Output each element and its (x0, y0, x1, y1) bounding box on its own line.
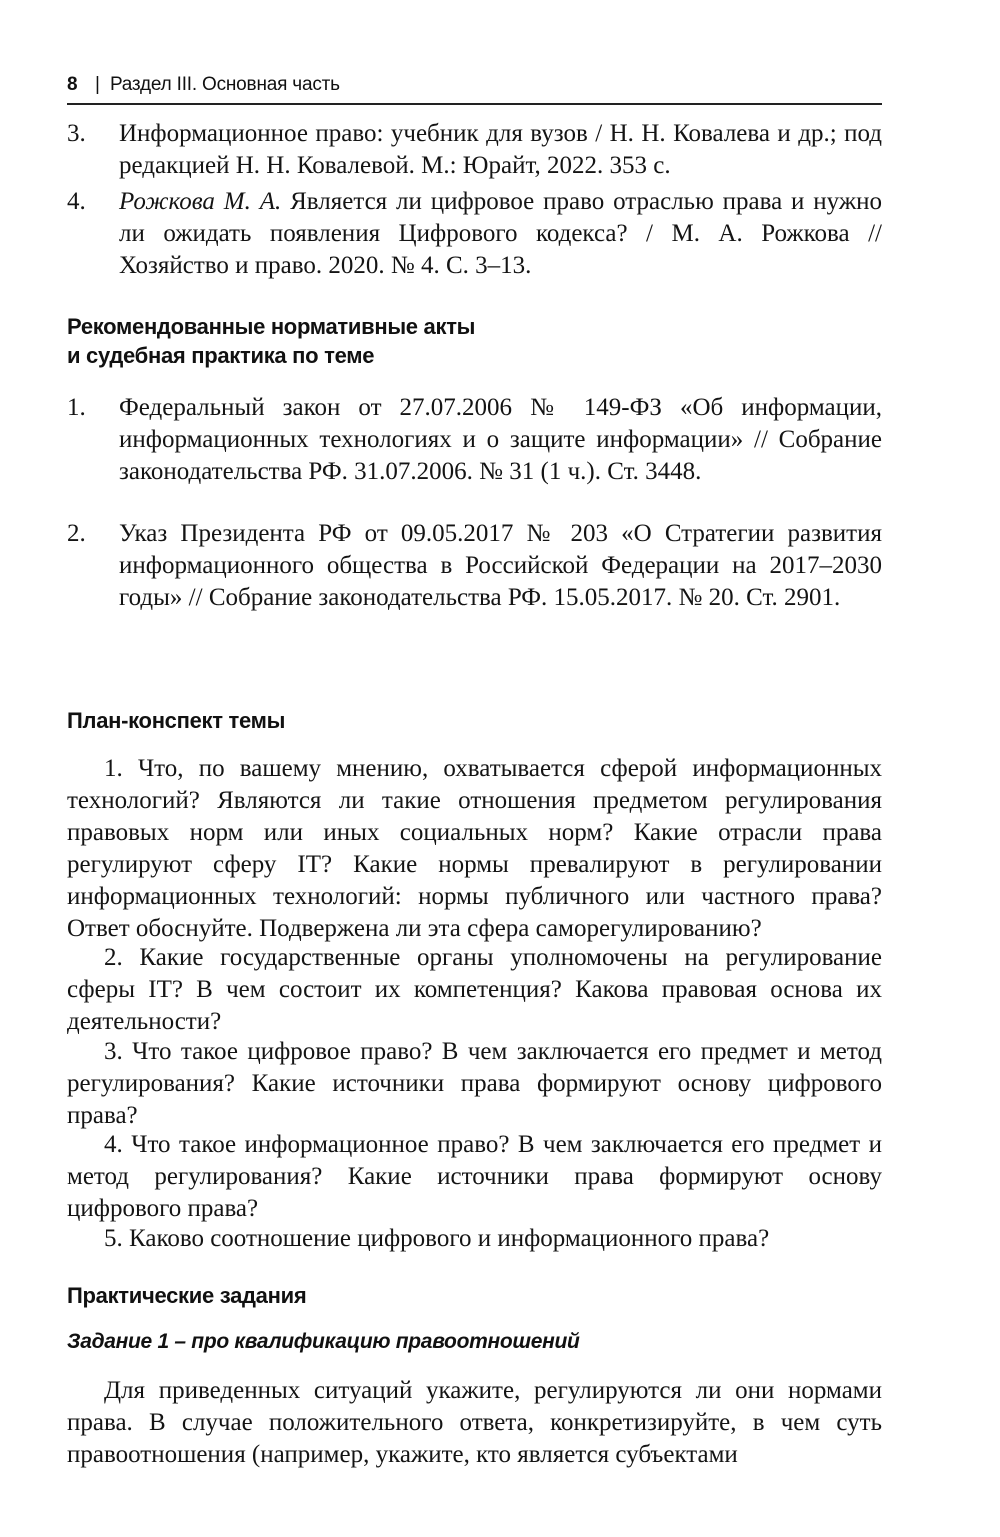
normative-item-2 (67, 518, 882, 614)
normative-heading (67, 312, 475, 370)
page-number: 8 (67, 74, 78, 95)
running-header (67, 72, 882, 98)
header-separator: | (95, 74, 100, 95)
task1-title: Задание 1 – про квалификацию правоотношений (67, 1330, 580, 1353)
normative-heading-line-2: и судебная практика по теме (67, 343, 375, 368)
normative-text: Указ Президента РФ от 09.05.2017 № 203 «О Стратегии развития информационного общества в Российской Федерации на 2017–2030 годы» // Собрание законодательства РФ. 15.05.2017. № 20. Ст. 2901. (119, 520, 882, 611)
reference-number: 4. (67, 188, 86, 215)
normative-heading-line-1: Рекомендованные нормативные акты (67, 314, 476, 339)
normative-item-1 (67, 392, 882, 488)
plan-question-2: 2. Какие государственные органы уполномочены на регулирование сферы IT? В чем состоит их компетенция? Какова правовая основа их деятельности? (67, 944, 882, 1035)
reference-item-4 (67, 186, 882, 282)
plan-question-4: 4. Что такое информационное право? В чем заключается его предмет и метод регулирования? Какие источники права формируют основу цифрового права? (67, 1131, 882, 1222)
practice-heading: Практические задания (67, 1283, 307, 1308)
normative-number: 1. (67, 394, 86, 421)
reference-number: 3. (67, 120, 86, 147)
task1-text: Для приведенных ситуаций укажите, регулируются ли они нормами права. В случае положительного ответа, конкретизируйте, в чем суть правоотношения (например, укажите, кто является субъектами (67, 1377, 882, 1468)
plan-heading: План-конспект темы (67, 708, 286, 733)
section-title: Раздел III. Основная часть (109, 74, 340, 95)
header-rule (67, 103, 882, 105)
reference-text: Информационное право: учебник для вузов / Н. Н. Ковалева и др.; под редакцией Н. Н. Ковалевой. М.: Юрайт, 2022. 353 с. (119, 120, 882, 179)
reference-item-3 (67, 118, 882, 182)
normative-text: Федеральный закон от 27.07.2006 № 149-ФЗ «Об информации, информационных технологиях и о защите информации» // Собрание законодательства РФ. 31.07.2006. № 31 (1 ч.). Ст. 3448. (119, 394, 882, 485)
plan-question-1: 1. Что, по вашему мнению, охватывается сферой информационных технологий? Являются ли такие отношения предметом регулирования правовых норм или иных социальных норм? Какие отрасли права регулируют сферу IT? Какие нормы превалируют в регулировании информационных технологий: нормы публичного или частного права? Ответ обоснуйте. Подвержена ли эта сфера саморегулированию? (67, 755, 882, 942)
reference-author: Рожкова М. А. (119, 188, 282, 215)
reference-text (119, 186, 882, 282)
normative-number: 2. (67, 520, 86, 547)
reference-body: Является ли цифровое право отраслью права и нужно ли ожидать появления Цифрового кодекса? / М. А. Рожкова // Хозяйство и право. 2020. № 4. С. 3–13. (119, 188, 882, 279)
plan-question-3: 3. Что такое цифровое право? В чем заключается его предмет и метод регулирования? Какие источники права формируют основу цифрового права? (67, 1038, 882, 1129)
plan-question-5: 5. Каково соотношение цифрового и информационного права? (104, 1225, 770, 1252)
